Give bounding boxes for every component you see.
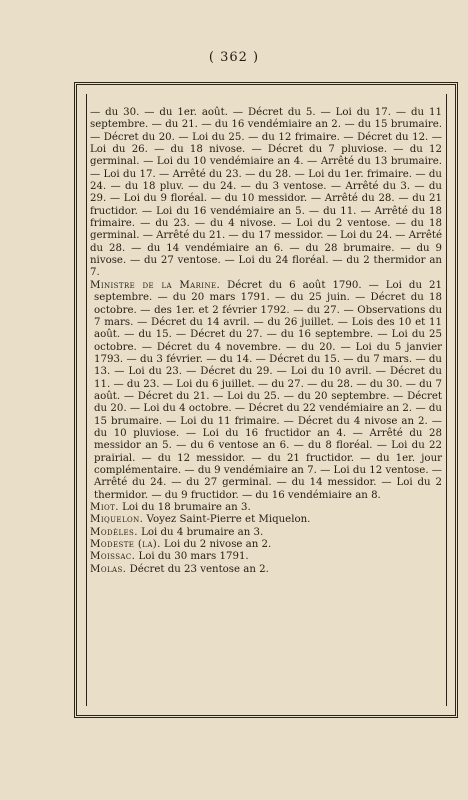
index-content	[90, 107, 442, 576]
entry-text: Décret du 23 ventose an 2.	[129, 563, 269, 575]
entry-term: Miquelon.	[90, 514, 144, 526]
entry-ministre-marine	[90, 280, 442, 502]
entry-moissac	[90, 551, 442, 563]
entry-modeles	[90, 527, 442, 539]
entry-term: Ministre de la Marine.	[90, 279, 221, 291]
entry-text: Loi du 4 brumaire an 3.	[141, 526, 264, 538]
entry-term: Modeste (la).	[90, 539, 161, 551]
entry-modeste	[90, 539, 442, 551]
entry-miquelon	[90, 514, 442, 526]
entry-text: Voyez Saint-Pierre et Miquelon.	[146, 514, 311, 526]
entry-continued	[90, 107, 442, 280]
entry-text: — du 30. — du 1er. août. — Décret du 5. — Loi du 17. — du 11 septembre. — du 21. — du 16 vendémiaire an 2. — du 15 brumaire. — Décret du 20. — Loi du 25. — du 12 frimaire. — Décret du 12. — Loi du 26. — du 18 nivose. — Décret du 7 pluviose. — du 12 germinal. — Loi du 10 vendémiaire an 4. — Arrêté du 13 brumaire. — Loi du 17. — Arrêté du 23. — du 28. — Loi du 1er. frimaire. — du 24. — du 18 pluv. — du 24. — du 3 ventose. — Arrêté du 3. — du 29. — Loi du 9 floréal. — du 10 messidor. — Arrêté du 28. — du 21 fructidor. — Loi du 16 vendémiaire an 5. — du 11. — Arrêté du 18 frimaire. — du 23. — du 4 nivose. — Loi du 2 ventose. — du 18 germinal. — Arrêté du 21. — du 17 messidor. — Loi du 24. — Arrêté du 28. — du 14 vendémiaire an 6. — du 28 brumaire. — du 9 nivose. — du 27 ventose. — Loi du 24 floréal. — du 2 thermidor an 7.	[90, 107, 442, 279]
entry-term: Molas.	[90, 563, 127, 575]
entry-text: Loi du 30 mars 1791.	[138, 551, 249, 563]
page-number: ( 362 )	[208, 50, 260, 65]
right-rule	[446, 94, 447, 706]
entry-text: Loi du 18 brumaire an 3.	[122, 502, 251, 513]
entry-text: Décret du 6 août 1790. — Loi du 21 septembre. — du 20 mars 1791. — du 25 juin. — Décret du 18 octobre. — des 1er. et 2 février 1792. — du 27. — Observations du 7 mars. — Décret du 14 avril. — du 26 juillet. — Lois des 10 et 11 août. — du 15. — Décret du 27. — du 16 septembre. — Loi du 25 octobre. — Décret du 4 novembre. — du 20. — Loi du 5 janvier 1793. — du 3 février. — du 14. — Décret du 15. — du 7 mars. — du 13. — Loi du 23. — Décret du 29. — Loi du 10 avril. — Décret du 11. — du 23. — Loi du 6 juillet. — du 27. — du 28. — du 30. — du 7 août. — Décret du 21. — Loi du 25. — du 20 septembre. — Décret du 20. — Loi du 4 octobre. — Décret du 22 vendémiaire an 2. — du 15 brumaire. — Loi du 11 frimaire. — Décret du 4 nivose an 2. — du 10 pluviose. — Loi du 16 fructidor an 4. — Arrêté du 28 messidor an 5. — du 6 ventose an 6. — du 8 floréal. — Loi du 22 prairial. — du 12 messidor. — du 21 fructidor. — du 1er. jour complémentaire. — du 9 vendémiaire an 7. — Loi du 12 ventose. — Arrêté du 24. — du 27 germinal. — du 14 messidor. — Loi du 2 thermidor. — du 9 fructidor. — du 16 vendémiaire an 8.	[94, 279, 442, 501]
left-rule	[86, 94, 87, 706]
entry-text: Loi du 2 nivose an 2.	[164, 539, 272, 551]
entry-term: Moissac.	[90, 551, 136, 563]
entry-miot	[90, 502, 442, 514]
entry-term: Miot.	[90, 502, 119, 513]
entry-molas	[90, 564, 442, 576]
entry-term: Modèles.	[90, 526, 138, 538]
